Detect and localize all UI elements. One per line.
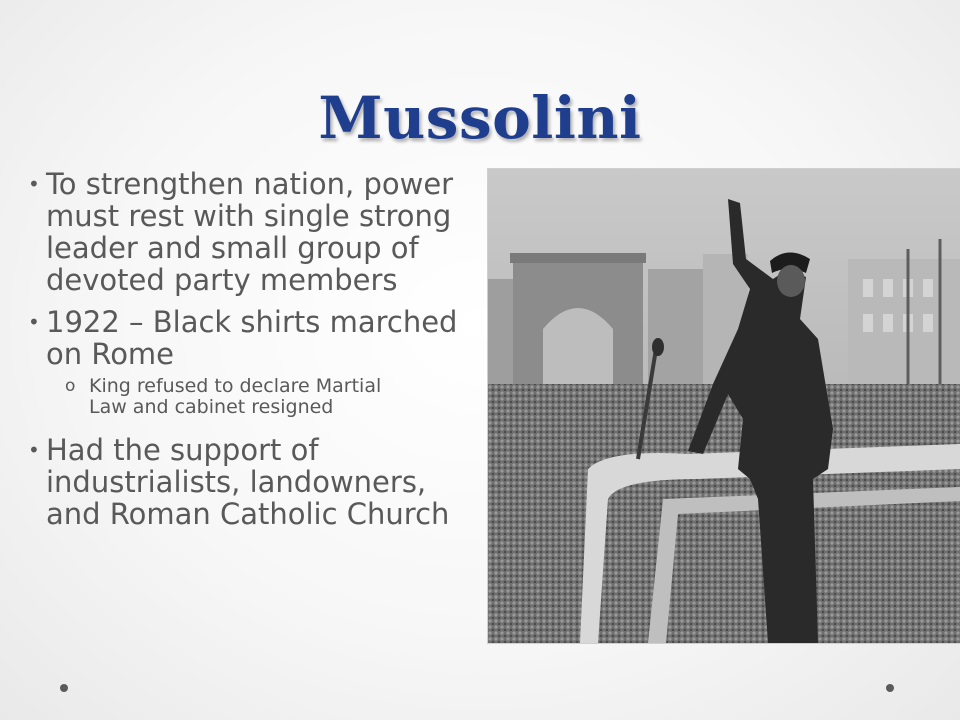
sub-bullet-item	[26, 376, 419, 418]
bullet-text: To strengthen nation, power must rest with single strong leader and small group of devoted party members	[46, 167, 454, 297]
bullet-item	[26, 168, 466, 296]
slide-title: Mussolini	[318, 84, 642, 152]
sub-bullet-marker-icon: o	[65, 376, 76, 396]
photograph-icon	[488, 169, 960, 643]
bullet-dot-icon: •	[28, 172, 40, 196]
mussolini-photo	[487, 168, 960, 644]
bullet-item	[26, 434, 466, 530]
bullet-list	[26, 168, 466, 540]
corner-dot	[886, 684, 894, 692]
bullet-dot-icon: •	[28, 438, 40, 462]
corner-dot	[60, 684, 68, 692]
bullet-text: Had the support of industrialists, landowners, and Roman Catholic Church	[46, 433, 450, 531]
bullet-dot-icon: •	[28, 310, 40, 334]
bullet-item	[26, 306, 466, 370]
bullet-text: 1922 – Black shirts marched on Rome	[46, 305, 458, 371]
sub-bullet-text: King refused to declare Martial Law and cabinet resigned	[89, 375, 382, 418]
